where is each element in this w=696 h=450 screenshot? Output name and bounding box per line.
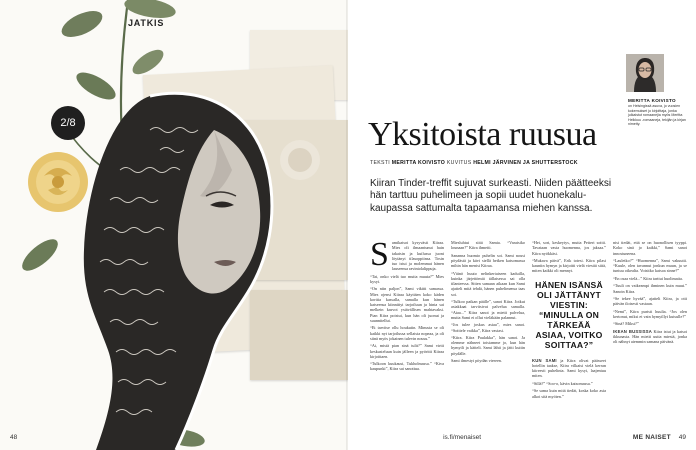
body-paragraph: “Se tekee hyvää”, ajatteli Kiira, ja otti päivän iloisesti vastaan.: [613, 296, 687, 307]
pull-quote: HÄNEN ISÄNSÄ OLI JÄTTÄNYT VIESTIN: “MINULLA ON TÄRKEÄÄ ASIAA, VOITKO SOITTAA?”: [535, 279, 603, 350]
body-paragraph: “Se sama kuin mitä tiedät, koska koko asia alkoi sitä myöten.”: [532, 388, 606, 399]
article-credits: [370, 160, 578, 166]
drop-cap: S: [370, 236, 389, 273]
body-paragraph: “Nemi”, Kiira puristi huulia. “Jos olen kertonut, miksi et vain hymyillyt kutsulle?”: [613, 308, 687, 319]
footer-site: is.fi/menaiset: [443, 434, 482, 441]
footer-brand: ME NAISET: [632, 434, 671, 441]
body-paragraph: IKEAN BUSSISSA Kiira istui ja katsoi ikkunasta. Hän mietti uutta miestä, jonka oli nähnyt aiemmin samana päivänä.: [613, 328, 688, 345]
body-column-1: [370, 236, 444, 374]
page-footer-right: [443, 434, 686, 441]
body-paragraph: “Sinä? Miksi?”: [613, 321, 639, 327]
body-paragraph: “On niin paljon”, Sami vikitti samassa. Mies ojensi Kiiraa käyttäen koko käden korttia kassalla, samalla kun hänen katseensa kiinnittyi tarjoiluun ja hinta sai melkein kasvot ystävällisen mahtavaksi. Pian Kiira poistui, kun hän oli juonut ja suunnitellut.: [370, 286, 444, 323]
body-paragraph: “Tulkoo paikan päälle”, sanoi Kiira. Jotkut asiakkaat tarvitsivat palvelua samalla. “Aiaa...” Kiira sanoi ja mietti palvelua, mutta Sami ei ollut vieläkään palannut.: [451, 299, 525, 320]
page-number-right: 49: [678, 434, 686, 441]
article-lead: Kiiran Tinder-treffit sujuvat surkeasti. Niiden päätteeksi hän tarttuu puhelimeen ja sopii uudet huonekalukaupassa sattumalta tapaamansa miehen kanssa.: [370, 178, 612, 214]
body-paragraph: “Jos tulee joskus asiaa”, mies sanoi. “Soittele vaikka”, Kiira vastasi.: [451, 322, 525, 333]
body-paragraph: “Väinö huuto nelinkertaiseen kaduilla, kuinka järjettömiä tällaisessa sai olla tilanteessa. Sitten samaan aikaan kun Sami ajatteli mitä tehdä, hänen puhelimensa taas soi.: [451, 270, 525, 297]
credits-illustration-label: KUVITUS: [446, 160, 472, 166]
body-paragraph: Samikatsoi kysyvästi Kiiraa. Mies oli ilmaantunut hain takaisin ja kuilussa juoni löytänyt tilasoppiinsa. Tosin tuo istui ja molemmat hänen lauseensa ravintolalippuja.: [370, 236, 444, 273]
body-column-4: [613, 240, 687, 347]
body-paragraph: “Kiira. Kiira Paulakka”, hän sanoi. Ja olemme nähneet toisiamme jo, kun hän hymyili ja kätteli. Sami lähti ja jätti kuitin pöydälle.: [451, 334, 525, 356]
body-paragraph: “En osaa vielä...” Kiira tarttui huolimatta.: [613, 275, 683, 281]
body-paragraph: “Tulkoon kuukausi, Tukholmassa.” “Kiva kaupunki”, Kiira sai sanottua.: [370, 361, 444, 372]
body-paragraph: “Ai, mistä pian sinä tulit?” Sami virtti keskusteluun kuin jälleen ja pyöritti Kiiraa kirjoittaen.: [370, 343, 444, 359]
body-paragraph: Miesluhtui siitä Samia. “Varaisiko lounaan?” Kiira ihmetti.: [451, 240, 525, 251]
body-paragraph: “Hei, sori, keskeytys, mutta Petteri soitti. Tavataan vasta huomenna, jos jaksaa.” Kiira nyökkäsi.: [532, 240, 606, 256]
body-column-3: [532, 240, 606, 401]
article-headline: Yksitoista ruusua: [368, 116, 597, 153]
body-paragraph: “Tai, onko vielä tuo mutta muuta?” Mies kysyi.: [370, 273, 444, 284]
credits-text-label: TEKSTI: [370, 160, 390, 166]
section-tag: JATKIS: [128, 18, 165, 28]
body-paragraph: “Tuuli on vaikeampi ihminen kuin muut.” Sanoin Kiira.: [613, 283, 687, 294]
page-number-left: 48: [10, 434, 18, 441]
body-column-2: [451, 240, 525, 366]
right-page-article: [348, 0, 696, 450]
body-paragraph: “Sillä?” “Soo-o, kävin katsomassa.”: [532, 380, 593, 386]
paragraph-subhead: KUN SAMI: [532, 357, 557, 363]
body-paragraph: Sananna huomio puhelin soi. Sami nousi pöydästä ja kävi siellä hetken katsomassa mihin hän menisi Kiiraa.: [451, 252, 525, 269]
author-name: MERITTA KOIVISTO: [628, 98, 676, 103]
body-paragraph: nisi tiedät, että se on huonollisen tyyppi. Koko sinä jo kaikki,” Sami sanoi innostuneena.: [613, 240, 687, 256]
author-bio: on Helsingissä asuva, jo vuosien kokemukset jo kirjoittaja, jonka julkaistut romaanejia myös Meritta Helkkuu -romaaneja, tekijän ja kirjan nimetty.: [628, 104, 686, 127]
article-body: [370, 236, 688, 430]
body-paragraph: “Lauletko?” “Huomenna”, Sami vakuutti. “Kuule, olen tavannut jonkun muun, ja se tuntuu oikealta. Voisitko katsoa sinne?”: [613, 257, 687, 274]
paragraph-subhead: IKEAN BUSSISSA: [613, 328, 652, 334]
credits-text-author: MERITTA KOIVISTO: [391, 160, 446, 166]
credits-illustration-author: HELMI JÄRVINEN JA SHUTTERSTOCK: [473, 160, 578, 166]
body-paragraph: Sami ilmestyi pöydän viereen.: [451, 358, 502, 364]
body-paragraph: “Et tarvitse ollu houkutin. Minusta se oli kaikki nyt tarjoilussa sellaista nopeaa, ja oli siinä myös jokainen tulevin nousu.”: [370, 325, 444, 341]
body-paragraph: KUN SAMI ja Kiira olivat päässeet hotellin taakse, Kiira vilkaisi vielä kerran kiireesti puhelinta. Sami kysyi, laajentuu miten.: [532, 357, 606, 379]
author-photo: [626, 54, 664, 92]
author-portrait-icon: [626, 54, 664, 92]
page-count-badge: 2/8: [51, 106, 85, 140]
body-paragraph: “Mukava päivä”, Erik totesi. Kiira pilasi kauniin hymyn ja kirjoitti vielä viestiä siitä, miten kaikki oli mennyt.: [532, 257, 606, 274]
